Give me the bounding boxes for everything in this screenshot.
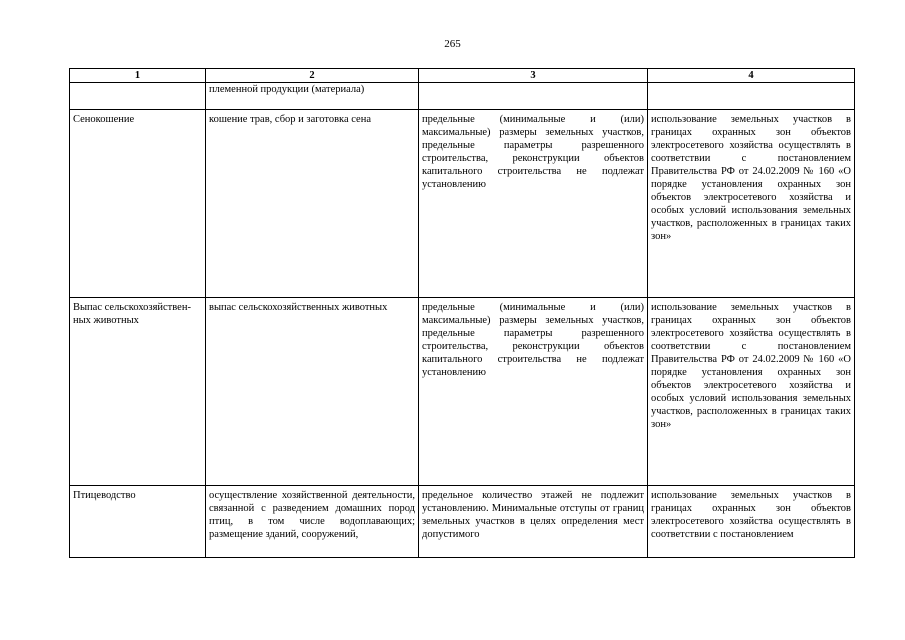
- cell-parameters: [419, 83, 648, 110]
- zoning-table: [69, 68, 855, 558]
- cell-restrictions: использование земельных участков в границах охранных зон объектов электросетевого хозяйства осуществлять в соответствии с постановлением Правительства РФ от 24.02.2009 № 160 «О порядке установления охранных зон объектов электросетевого хозяйства и особых условий использования земельных участков, расположенных в границах таких зон»: [648, 298, 855, 486]
- cell-use-name: [70, 83, 206, 110]
- cell-use-description: выпас сельскохозяйственных животных: [206, 298, 419, 486]
- cell-use-name: Птицеводство: [70, 486, 206, 558]
- cell-use-name: Сенокошение: [70, 110, 206, 298]
- page-number: 265: [444, 38, 461, 50]
- cell-use-description: племенной продукции (материала): [206, 83, 419, 110]
- column-header-2: 2: [206, 69, 419, 83]
- table-header-row: [70, 69, 855, 83]
- cell-parameters: предельные (минимальные и (или) максимальные) размеры земельных участков, предельные параметры разрешенного строительства, реконструкции объектов капитального строительства не подлежат установлению: [419, 298, 648, 486]
- column-header-4: 4: [648, 69, 855, 83]
- table-row: [70, 486, 855, 558]
- cell-parameters: предельное количество этажей не подлежит установлению. Минимальные отступы от границ земельных участков в целях определения мест допустимого: [419, 486, 648, 558]
- column-header-3: 3: [419, 69, 648, 83]
- cell-restrictions: [648, 83, 855, 110]
- cell-parameters: предельные (минимальные и (или) максимальные) размеры земельных участков, предельные параметры разрешенного строительства, реконструкции объектов капитального строительства не подлежат установлению: [419, 110, 648, 298]
- cell-restrictions: использование земельных участков в границах охранных зон объектов электросетевого хозяйства осуществлять в соответствии с постановлением: [648, 486, 855, 558]
- cell-restrictions: использование земельных участков в границах охранных зон объектов электросетевого хозяйства осуществлять в соответствии с постановлением Правительства РФ от 24.02.2009 № 160 «О порядке установления охранных зон объектов электросетевого хозяйства и особых условий использования земельных участков, расположенных в границах таких зон»: [648, 110, 855, 298]
- table-row: [70, 83, 855, 110]
- table-row: [70, 298, 855, 486]
- cell-use-name: Выпас сельскохозяйствен-ных животных: [70, 298, 206, 486]
- table-row: [70, 110, 855, 298]
- column-header-1: 1: [70, 69, 206, 83]
- cell-use-description: осуществление хозяйственной деятельности, связанной с разведением домашних пород птиц, в том числе водоплавающих; размещение зданий, сооружений,: [206, 486, 419, 558]
- cell-use-description: кошение трав, сбор и заготовка сена: [206, 110, 419, 298]
